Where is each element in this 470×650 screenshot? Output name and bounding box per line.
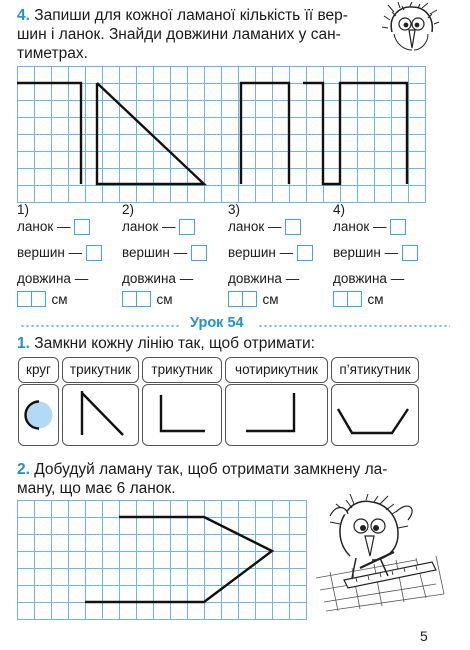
- task4-text: [17, 6, 377, 63]
- item-number: 4): [333, 202, 346, 217]
- task4-text-line1: Запиши для кожної ламаної кількість її вер-: [34, 7, 348, 24]
- links-label: ланок —: [17, 219, 71, 234]
- task4-polylines: [17, 66, 427, 206]
- task1-number: 1.: [17, 335, 30, 352]
- links-answer-box[interactable]: [285, 219, 301, 235]
- length-label: довжина —: [17, 271, 89, 286]
- vertices-answer-box[interactable]: [86, 245, 102, 261]
- task2-polyline: [17, 500, 309, 622]
- card-quadrilateral[interactable]: [225, 384, 328, 446]
- card-triangle-2[interactable]: [142, 384, 222, 446]
- circle-shape: [19, 385, 58, 445]
- lesson-title: Урок 54: [190, 315, 244, 331]
- triangle-2-shape: [143, 385, 221, 445]
- task4-text-line2: шин і ланок. Знайди довжини ламаних у сан-: [17, 26, 341, 43]
- unit-label: см: [262, 292, 279, 308]
- length-label: довжина —: [228, 271, 300, 286]
- card-label-quadrilateral: чотирикутник: [225, 357, 328, 383]
- card-label-triangle-1: трикутник: [62, 357, 139, 383]
- answer-column-1: [17, 202, 117, 310]
- polyline-4: [303, 83, 407, 184]
- unit-label: см: [367, 292, 384, 308]
- length-answer-box[interactable]: [333, 291, 360, 310]
- task2-text-line1: Добудуй ламану так, щоб отримати замкнену ла-: [34, 461, 388, 478]
- links-label: ланок —: [228, 219, 282, 234]
- vertices-label: вершин —: [333, 245, 399, 260]
- quadrilateral-shape: [226, 385, 327, 445]
- vertices-answer-box[interactable]: [297, 245, 313, 261]
- links-label: ланок —: [122, 219, 176, 234]
- answer-column-2: [122, 202, 222, 310]
- lesson-divider-right: [258, 324, 450, 328]
- task2-text: [17, 460, 447, 498]
- unit-label: см: [51, 292, 68, 308]
- item-number: 3): [228, 202, 241, 217]
- card-label-circle: круг: [18, 357, 59, 383]
- length-answer-box[interactable]: [122, 291, 149, 310]
- length-answer-box[interactable]: [17, 291, 44, 310]
- vertices-label: вершин —: [122, 245, 188, 260]
- length-answer-box[interactable]: [228, 291, 255, 310]
- task2-number: 2.: [17, 461, 30, 478]
- links-answer-box[interactable]: [390, 219, 406, 235]
- page-number: 5: [420, 628, 428, 644]
- task2-text-line2: ману, що має 6 ланок.: [17, 480, 176, 497]
- card-label-triangle-2: трикутник: [142, 357, 222, 383]
- vertices-answer-box[interactable]: [402, 245, 418, 261]
- card-label-pentagon: п’ятикутник: [331, 357, 419, 383]
- answer-column-3: [228, 202, 328, 310]
- vertices-answer-box[interactable]: [191, 245, 207, 261]
- card-circle[interactable]: [18, 384, 59, 446]
- card-triangle-1[interactable]: [62, 384, 139, 446]
- unit-label: см: [156, 292, 173, 308]
- task1-text: [17, 334, 315, 353]
- item-number: 1): [17, 202, 30, 217]
- item-number: 2): [122, 202, 135, 217]
- task4-text-line3: тиметрах.: [17, 45, 88, 62]
- task4-number: 4.: [17, 7, 30, 24]
- vertices-label: вершин —: [228, 245, 294, 260]
- card-pentagon[interactable]: [331, 384, 419, 446]
- length-label: довжина —: [122, 271, 194, 286]
- vertices-label: вершин —: [17, 245, 83, 260]
- answer-column-4: [333, 202, 433, 310]
- links-answer-box[interactable]: [74, 219, 90, 235]
- triangle-1-shape: [63, 385, 138, 445]
- task1-instruction: Замкни кожну лінію так, щоб отримати:: [34, 335, 315, 352]
- links-answer-box[interactable]: [179, 219, 195, 235]
- polyline-3: [241, 83, 289, 184]
- pentagon-shape: [332, 385, 418, 445]
- length-label: довжина —: [333, 271, 405, 286]
- lesson-divider-left: [20, 324, 180, 328]
- polyline-2: [97, 83, 204, 184]
- bird-mascot-icon: [382, 2, 440, 56]
- links-label: ланок —: [333, 219, 387, 234]
- bird-with-ruler-icon: [316, 494, 452, 612]
- polyline-1: [17, 83, 81, 184]
